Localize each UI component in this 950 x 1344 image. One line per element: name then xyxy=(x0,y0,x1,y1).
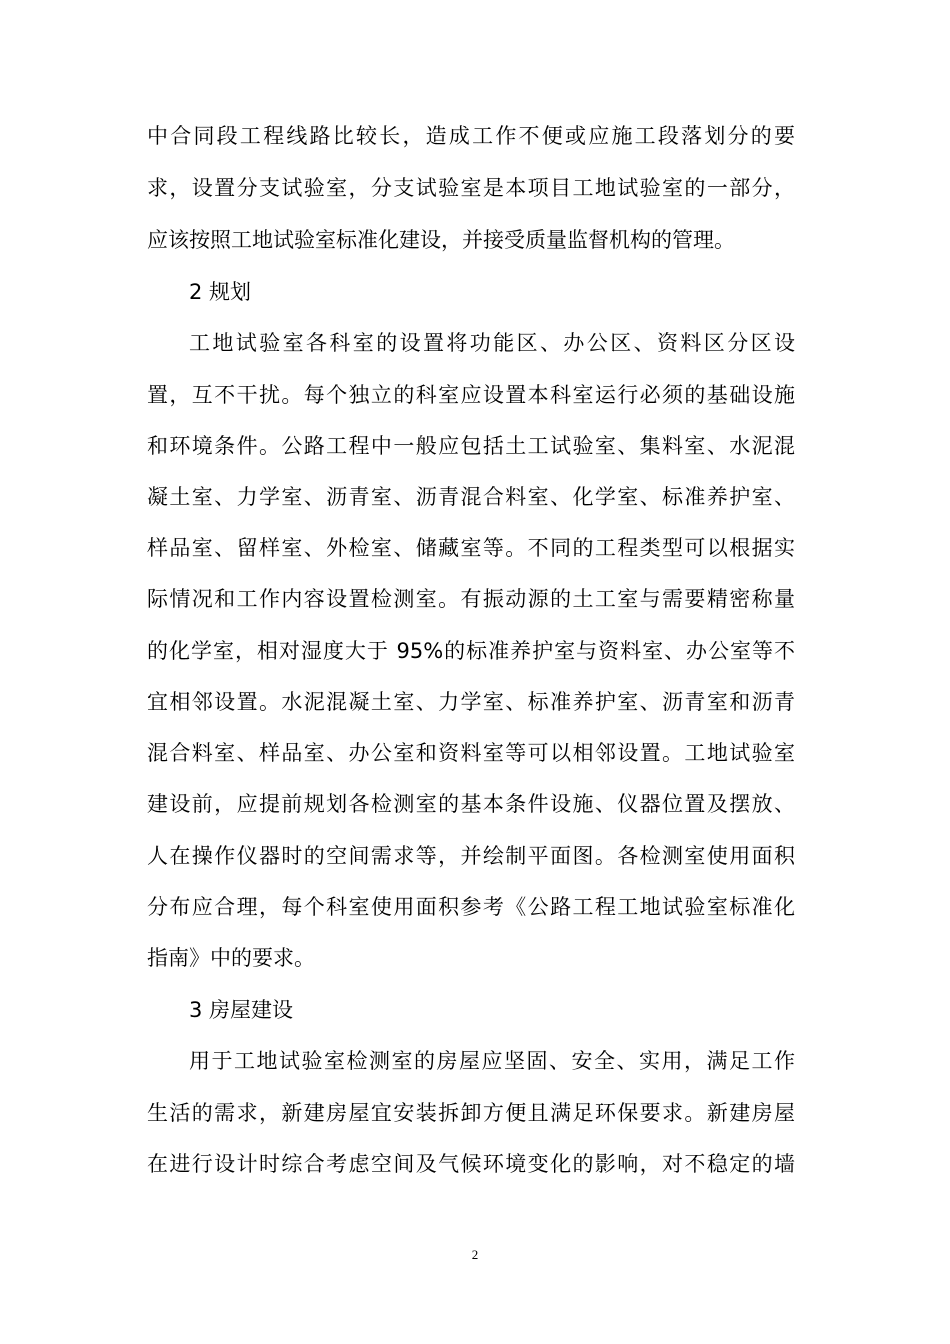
body-text-line: 应该按照工地试验室标准化建设，并接受质量监督机构的管理。 xyxy=(147,228,735,252)
section-heading-building: 3 房屋建设 xyxy=(189,998,294,1022)
body-text-line: 置，互不干扰。每个独立的科室应设置本科室运行必须的基础设施 xyxy=(147,383,795,407)
body-text-line: 指南》中的要求。 xyxy=(147,946,315,970)
body-text-line: 分布应合理，每个科室使用面积参考《公路工程工地试验室标准化 xyxy=(147,895,795,919)
body-text-line: 求，设置分支试验室，分支试验室是本项目工地试验室的一部分， xyxy=(147,176,795,200)
body-text-line: 中合同段工程线路比较长，造成工作不便或应施工段落划分的要 xyxy=(147,124,795,148)
page-number: 2 xyxy=(471,1247,479,1262)
body-text-line: 凝土室、力学室、沥青室、沥青混合料室、化学室、标准养护室、 xyxy=(147,485,795,509)
body-text-line: 人在操作仪器时的空间需求等，并绘制平面图。各检测室使用面积 xyxy=(147,844,795,868)
body-text-line: 用于工地试验室检测室的房屋应坚固、安全、实用，满足工作 xyxy=(189,1049,795,1073)
body-text-line: 宜相邻设置。水泥混凝土室、力学室、标准养护室、沥青室和沥青 xyxy=(147,690,795,714)
body-text-line: 际情况和工作内容设置检测室。有振动源的土工室与需要精密称量 xyxy=(147,587,795,611)
body-text-line: 的化学室，相对湿度大于 95%的标准养护室与资料室、办公室等不 xyxy=(147,639,795,663)
body-text-line: 和环境条件。公路工程中一般应包括土工试验室、集料室、水泥混 xyxy=(147,434,795,458)
body-text-line: 混合料室、样品室、办公室和资料室等可以相邻设置。工地试验室 xyxy=(147,741,795,765)
body-text-line: 生活的需求，新建房屋宜安装拆卸方便且满足环保要求。新建房屋 xyxy=(147,1101,795,1125)
body-text-line: 在进行设计时综合考虑空间及气候环境变化的影响，对不稳定的墙 xyxy=(147,1152,795,1176)
body-text-line: 样品室、留样室、外检室、储藏室等。不同的工程类型可以根据实 xyxy=(147,536,795,560)
section-heading-planning: 2 规划 xyxy=(189,280,252,304)
body-text-line: 建设前，应提前规划各检测室的基本条件设施、仪器位置及摆放、 xyxy=(147,792,795,816)
body-text-line: 工地试验室各科室的设置将功能区、办公区、资料区分区设 xyxy=(189,331,795,355)
